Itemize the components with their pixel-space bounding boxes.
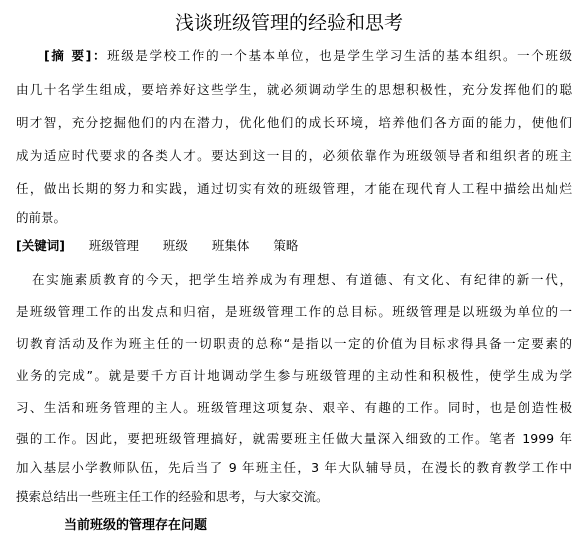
abstract-line: 明才智，充分挖掘他们的内在潜力，优化他们的成长环境，培养他们各方面的能力，使他们	[16, 115, 572, 130]
abstract-line: 的前景。	[16, 210, 67, 225]
keyword: 班集体	[211, 238, 250, 253]
keyword: 班级	[162, 238, 188, 253]
abstract-line	[44, 46, 572, 66]
body-line: 加入基层小学教师队伍，先后当了 9 年班主任，3 年大队辅导员，在漫长的教育教学工作中	[16, 460, 572, 475]
abstract-line: 任，做出长期的努力和实践，通过切实有效的班级管理，才能在现代育人工程中描绘出灿烂	[16, 181, 572, 196]
body-line: 在实施素质教育的今天，把学生培养成为有理想、有道德、有文化、有纪律的新一代，	[32, 272, 572, 287]
document-title: 浅谈班级管理的经验和思考	[174, 12, 403, 34]
abstract-text: 班级是学校工作的一个基本单位，也是学生学习生活的基本组织。一个班级	[107, 48, 572, 63]
body-line: 摸索总结出一些班主任工作的经验和思考，与大家交流。	[16, 489, 329, 504]
section-heading: 当前班级的管理存在问题	[64, 518, 208, 533]
body-line: 切教育活动及作为班主任的一切职责的总称“是指以一定的价值为目标求得具备一定要素的	[16, 336, 572, 351]
abstract-line: 由几十名学生组成，要培养好这些学生，就必须调动学生的思想积极性，充分发挥他们的聪	[16, 82, 572, 97]
keywords-label: [关键词]	[16, 238, 65, 253]
abstract-label: [摘 要]：	[44, 48, 108, 63]
body-line: 强的工作。因此，要把班级管理搞好，就需要班主任做大量深入细致的工作。笔者 1999 年	[16, 431, 572, 446]
body-line: 是班级管理工作的出发点和归宿，是班级管理工作的总目标。班级管理是以班级为单位的一	[16, 304, 572, 319]
keyword: 班级管理	[88, 238, 139, 253]
body-line: 业务的完成”。就是要千方百计地调动学生参与班级管理的主动性和积极性，使学生成为学	[16, 368, 572, 383]
keywords-row	[16, 236, 318, 256]
body-line: 习、生活和班务管理的主人。班级管理这项复杂、艰辛、有趣的工作。同时，也是创造性极	[16, 400, 572, 415]
keyword: 策略	[273, 238, 299, 253]
abstract-line: 成为适应时代要求的各类人才。要达到这一目的，必须依靠作为班级领导者和组织者的班主	[16, 148, 572, 163]
